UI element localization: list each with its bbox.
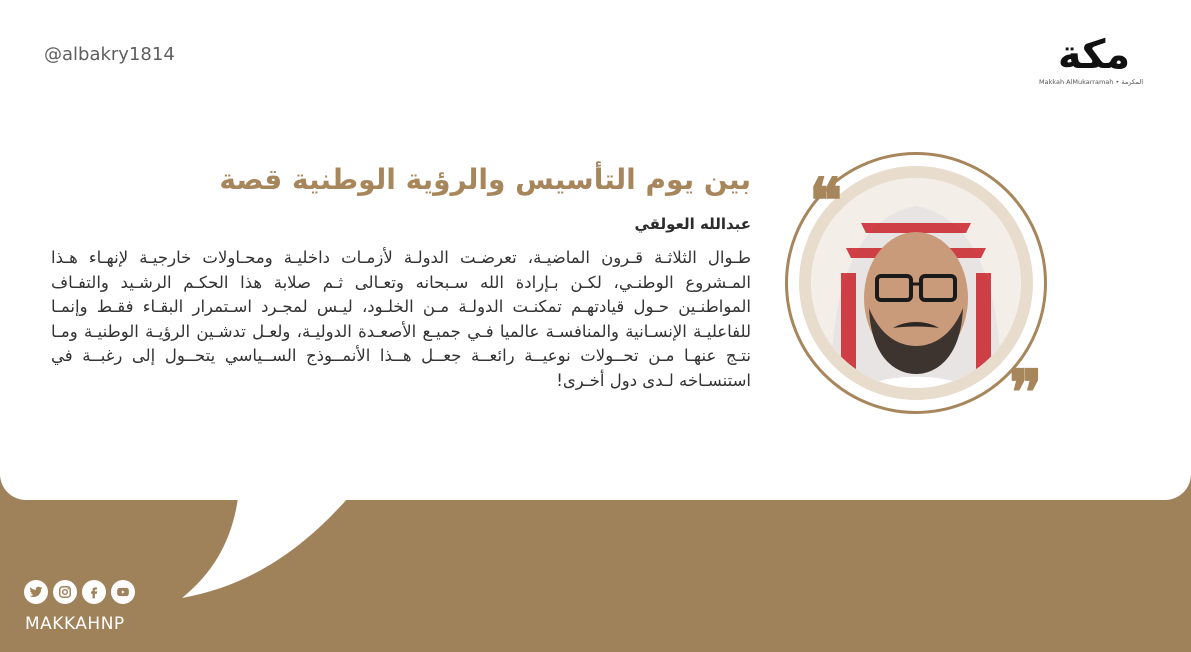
article-body: طـوال الثلاثـة قـرون الماضيـة، تعرضـت الدولـة لأزمـات داخليـة ومحـاولات خارجيـة لإنهـاء هـذا المـشروع الوطنـي، لكـن بـإرادة الله سـبحانه وتعـالى ثـم صلابة هذا الحكـم الرشـيد والتفـاف المواطنـين حـول قيادتهـم تمكنـت الدولـة مـن الخلـود، ليـس لمجـرد اسـتمرار البقـاء فقـط وإنمـا للفاعليـة الإنسـانية والمنافسـة عالميا فـي جميـع الأصعـدة الدوليـة، ولعـل تدشـين الرؤيـة الوطنيـة ومـا نتـج عنهـا مـن تحــولات نوعيــة رائعــة جعــل هــذا الأنمــوذج الســياسي يتحــول إلى رغبــة في استنسـاخه لـدى دول أخـرى! (51, 248, 751, 390)
article-title: بين يوم التأسيس والرؤية الوطنية قصة (219, 163, 751, 196)
author-name: عبدالله العولقي (634, 215, 751, 233)
close-quote-icon: ❞ (1009, 356, 1043, 429)
open-quote-icon: ❝ (809, 164, 843, 237)
brand-name: MAKKAHNP (25, 614, 125, 634)
social-links (24, 580, 135, 604)
facebook-icon[interactable] (82, 580, 106, 604)
twitter-icon[interactable] (24, 580, 48, 604)
twitter-handle: @albakry1814 (44, 44, 175, 65)
makkah-logo (1035, 32, 1153, 92)
author-portrait (785, 152, 1075, 442)
youtube-icon[interactable] (111, 580, 135, 604)
author-photo (811, 178, 1021, 388)
person-illustration (811, 178, 1021, 388)
logo-wordmark: مكة (1057, 32, 1131, 78)
logo-subtitle: Makkah AlMukarramah • المكرمة (1038, 78, 1144, 86)
instagram-icon[interactable] (53, 580, 77, 604)
